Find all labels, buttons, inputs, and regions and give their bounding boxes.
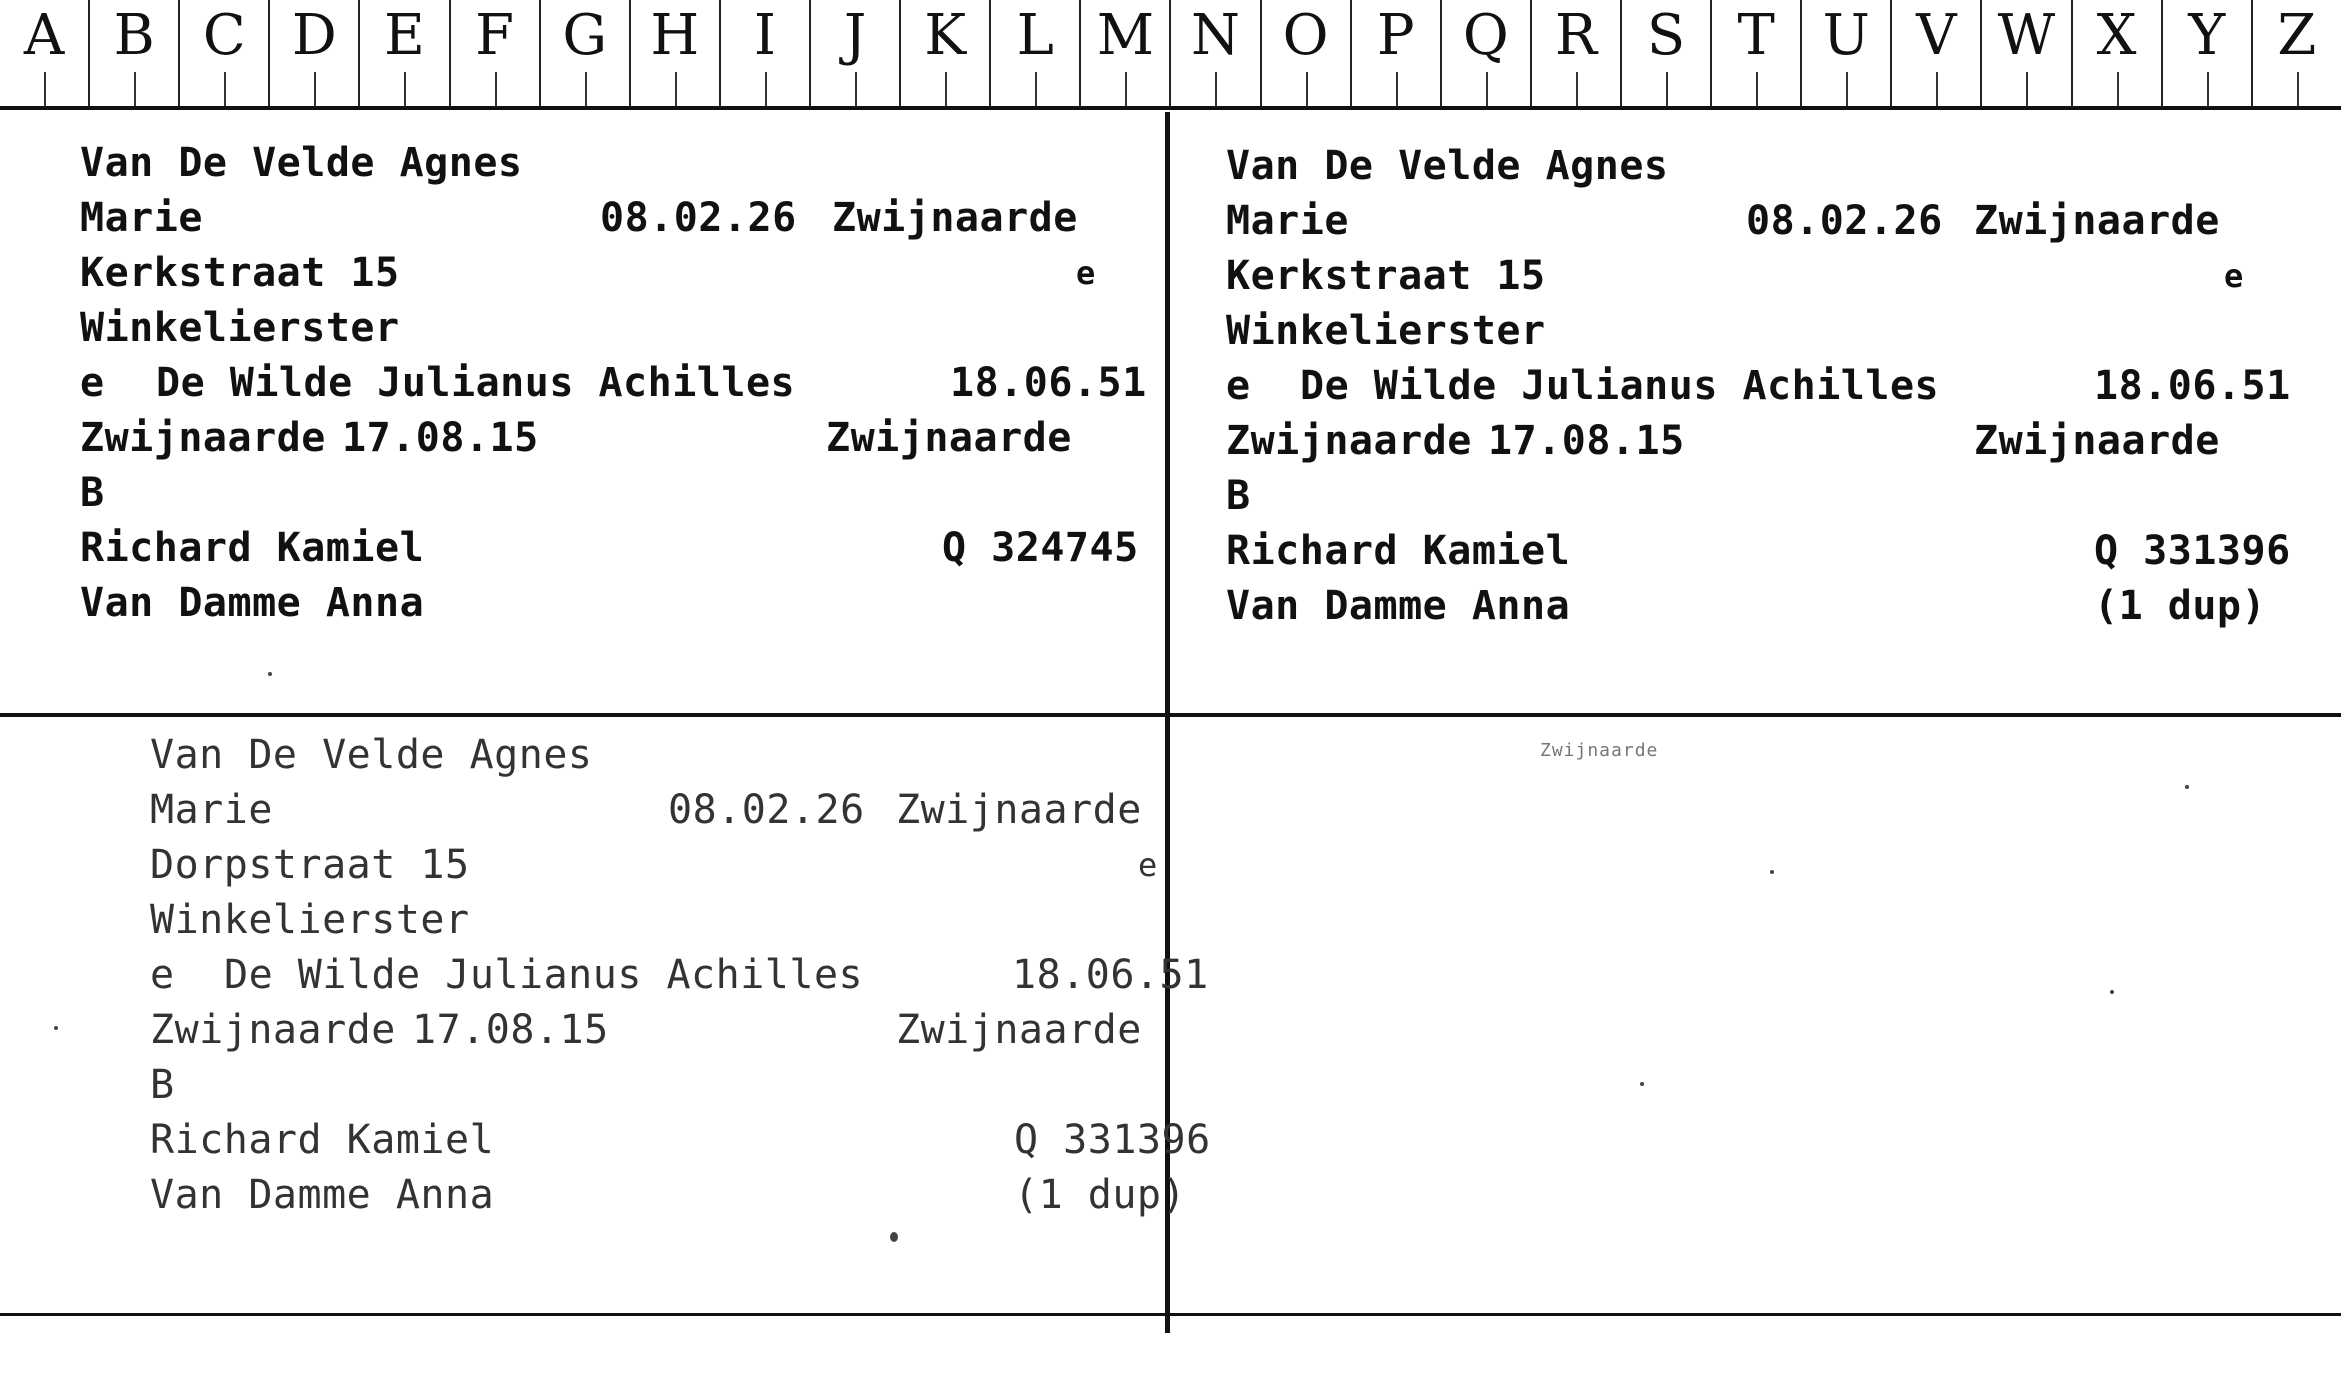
reference-number: Q 331396 xyxy=(2094,528,2291,574)
alphabet-letter-b: B xyxy=(90,0,180,106)
alphabet-tick xyxy=(765,72,767,106)
alphabet-letter-l: L xyxy=(991,0,1081,106)
faint-stamp: Zwijnaarde xyxy=(1540,740,1659,761)
card-row-status xyxy=(1226,469,2306,524)
marriage-date: 18.06.51 xyxy=(950,360,1147,406)
alphabet-letter-t: T xyxy=(1712,0,1802,106)
alphabet-letter-z: Z xyxy=(2253,0,2341,106)
spouse-birth-place: Zwijnaarde xyxy=(1226,418,1472,464)
alphabet-letter-x: X xyxy=(2073,0,2163,106)
card-row-spouse-birth xyxy=(80,411,1150,466)
spouse-prefix: e xyxy=(80,360,105,406)
card-row-occupation xyxy=(1226,304,2306,359)
first-name: Marie xyxy=(150,787,273,833)
alphabet-tick xyxy=(1756,72,1758,106)
spouse-birth-place: Zwijnaarde xyxy=(80,415,326,461)
address: Kerkstraat 15 xyxy=(1226,253,1546,299)
alphabet-tick xyxy=(2026,72,2028,106)
scan-speck xyxy=(2110,990,2114,994)
card-row-father xyxy=(80,521,1150,576)
alphabet-tick xyxy=(585,72,587,106)
alphabet-tick xyxy=(1666,72,1668,106)
alphabet-tick xyxy=(1035,72,1037,106)
alphabet-letter-a: A xyxy=(0,0,90,106)
occupation: Winkelierster xyxy=(150,897,470,943)
alphabet-tick xyxy=(1846,72,1848,106)
card-row-address xyxy=(80,246,1150,301)
alphabet-tick xyxy=(2297,72,2299,106)
card-row-birth xyxy=(1226,194,2306,249)
alphabet-tick xyxy=(404,72,406,106)
alphabet-letter-g: G xyxy=(541,0,631,106)
card-row-spouse xyxy=(80,356,1150,411)
father-name: Richard Kamiel xyxy=(1226,528,1571,574)
card-row-mother xyxy=(80,576,1150,631)
spouse-residence: Zwijnaarde xyxy=(896,1007,1142,1053)
address-note: e xyxy=(1076,254,1096,292)
alphabet-letter-u: U xyxy=(1802,0,1892,106)
alphabet-letter-s: S xyxy=(1622,0,1712,106)
card-row-surname xyxy=(150,728,1210,783)
father-name: Richard Kamiel xyxy=(80,525,425,571)
birth-place: Zwijnaarde xyxy=(832,195,1078,241)
horizontal-divider xyxy=(0,713,2341,717)
status-code: B xyxy=(150,1062,175,1108)
mother-name: Van Damme Anna xyxy=(80,580,425,626)
address: Kerkstraat 15 xyxy=(80,250,400,296)
alphabet-tick xyxy=(855,72,857,106)
scan-speck xyxy=(2185,785,2189,789)
card-row-birth xyxy=(150,783,1210,838)
address: Dorpstraat 15 xyxy=(150,842,470,888)
alphabet-tick xyxy=(945,72,947,106)
alphabet-letter-q: Q xyxy=(1442,0,1532,106)
surname: Van De Velde Agnes xyxy=(150,732,593,778)
alphabet-tick xyxy=(1396,72,1398,106)
card-row-mother xyxy=(1226,579,2306,634)
card-row-surname xyxy=(80,136,1150,191)
alphabet-letter-d: D xyxy=(270,0,360,106)
scan-speck xyxy=(1770,870,1774,874)
card-note: (1 dup) xyxy=(1014,1172,1187,1218)
card-row-status xyxy=(80,466,1150,521)
father-name: Richard Kamiel xyxy=(150,1117,495,1163)
spouse-name: De Wilde Julianus Achilles xyxy=(224,952,864,998)
alphabet-tick xyxy=(675,72,677,106)
card-row-spouse xyxy=(1226,359,2306,414)
birth-place: Zwijnaarde xyxy=(1974,198,2220,244)
alphabet-tick xyxy=(1306,72,1308,106)
card-row-address xyxy=(150,838,1210,893)
alphabet-letter-f: F xyxy=(451,0,541,106)
alphabet-tick xyxy=(495,72,497,106)
card-note: (1 dup) xyxy=(2094,583,2267,629)
card-row-occupation xyxy=(150,893,1210,948)
birth-date: 08.02.26 xyxy=(668,787,865,833)
scan-speck xyxy=(890,1232,898,1242)
alphabet-letter-c: C xyxy=(180,0,270,106)
surname: Van De Velde Agnes xyxy=(1226,143,1669,189)
alphabet-letter-w: W xyxy=(1982,0,2072,106)
card-row-occupation xyxy=(80,301,1150,356)
alphabet-tick xyxy=(1576,72,1578,106)
alphabet-letter-e: E xyxy=(360,0,450,106)
occupation: Winkelierster xyxy=(80,305,400,351)
spouse-birth-place: Zwijnaarde xyxy=(150,1007,396,1053)
alphabet-tick xyxy=(1936,72,1938,106)
spouse-name: De Wilde Julianus Achilles xyxy=(156,360,796,406)
spouse-name: De Wilde Julianus Achilles xyxy=(1300,363,1940,409)
card-row-mother xyxy=(150,1168,1210,1223)
alphabet-tick xyxy=(1215,72,1217,106)
alphabet-tick xyxy=(2117,72,2119,106)
alphabet-tick xyxy=(1125,72,1127,106)
reference-number: Q 324745 xyxy=(942,525,1139,571)
alphabet-letter-j: J xyxy=(811,0,901,106)
alphabet-letter-v: V xyxy=(1892,0,1982,106)
record-card-2 xyxy=(1226,139,2306,634)
status-code: B xyxy=(80,470,105,516)
scan-speck xyxy=(54,1026,58,1030)
spouse-prefix: e xyxy=(150,952,175,998)
address-note: e xyxy=(1138,846,1158,884)
alphabet-index-strip xyxy=(0,0,2341,110)
alphabet-letter-p: P xyxy=(1352,0,1442,106)
spouse-residence: Zwijnaarde xyxy=(826,415,1072,461)
spouse-birth-date: 17.08.15 xyxy=(342,415,539,461)
alphabet-tick xyxy=(2207,72,2209,106)
alphabet-tick xyxy=(134,72,136,106)
card-row-status xyxy=(150,1058,1210,1113)
mother-name: Van Damme Anna xyxy=(150,1172,495,1218)
alphabet-letter-r: R xyxy=(1532,0,1622,106)
spouse-birth-date: 17.08.15 xyxy=(412,1007,609,1053)
spouse-prefix: e xyxy=(1226,363,1251,409)
mother-name: Van Damme Anna xyxy=(1226,583,1571,629)
surname: Van De Velde Agnes xyxy=(80,140,523,186)
card-row-address xyxy=(1226,249,2306,304)
card-row-surname xyxy=(1226,139,2306,194)
alphabet-letter-m: M xyxy=(1081,0,1171,106)
spouse-residence: Zwijnaarde xyxy=(1974,418,2220,464)
alphabet-letter-i: I xyxy=(721,0,811,106)
birth-place: Zwijnaarde xyxy=(896,787,1142,833)
card-row-father xyxy=(1226,524,2306,579)
card-row-birth xyxy=(80,191,1150,246)
first-name: Marie xyxy=(80,195,203,241)
alphabet-tick xyxy=(44,72,46,106)
alphabet-tick xyxy=(1486,72,1488,106)
record-card-1 xyxy=(80,136,1150,631)
spouse-birth-date: 17.08.15 xyxy=(1488,418,1685,464)
alphabet-letter-n: N xyxy=(1171,0,1261,106)
reference-number: Q 331396 xyxy=(1014,1117,1211,1163)
alphabet-letter-o: O xyxy=(1262,0,1352,106)
bottom-border xyxy=(0,1313,2341,1316)
card-row-spouse-birth xyxy=(150,1003,1210,1058)
marriage-date: 18.06.51 xyxy=(1012,952,1209,998)
scan-speck xyxy=(1640,1082,1644,1086)
first-name: Marie xyxy=(1226,198,1349,244)
card-row-father xyxy=(150,1113,1210,1168)
alphabet-tick xyxy=(224,72,226,106)
card-row-spouse-birth xyxy=(1226,414,2306,469)
occupation: Winkelierster xyxy=(1226,308,1546,354)
record-card-3 xyxy=(150,728,1210,1223)
scan-speck xyxy=(268,672,272,676)
card-row-spouse xyxy=(150,948,1210,1003)
alphabet-letter-y: Y xyxy=(2163,0,2253,106)
birth-date: 08.02.26 xyxy=(600,195,797,241)
birth-date: 08.02.26 xyxy=(1746,198,1943,244)
alphabet-letter-k: K xyxy=(901,0,991,106)
marriage-date: 18.06.51 xyxy=(2094,363,2291,409)
status-code: B xyxy=(1226,473,1251,519)
alphabet-tick xyxy=(314,72,316,106)
address-note: e xyxy=(2224,257,2244,295)
alphabet-letter-h: H xyxy=(631,0,721,106)
